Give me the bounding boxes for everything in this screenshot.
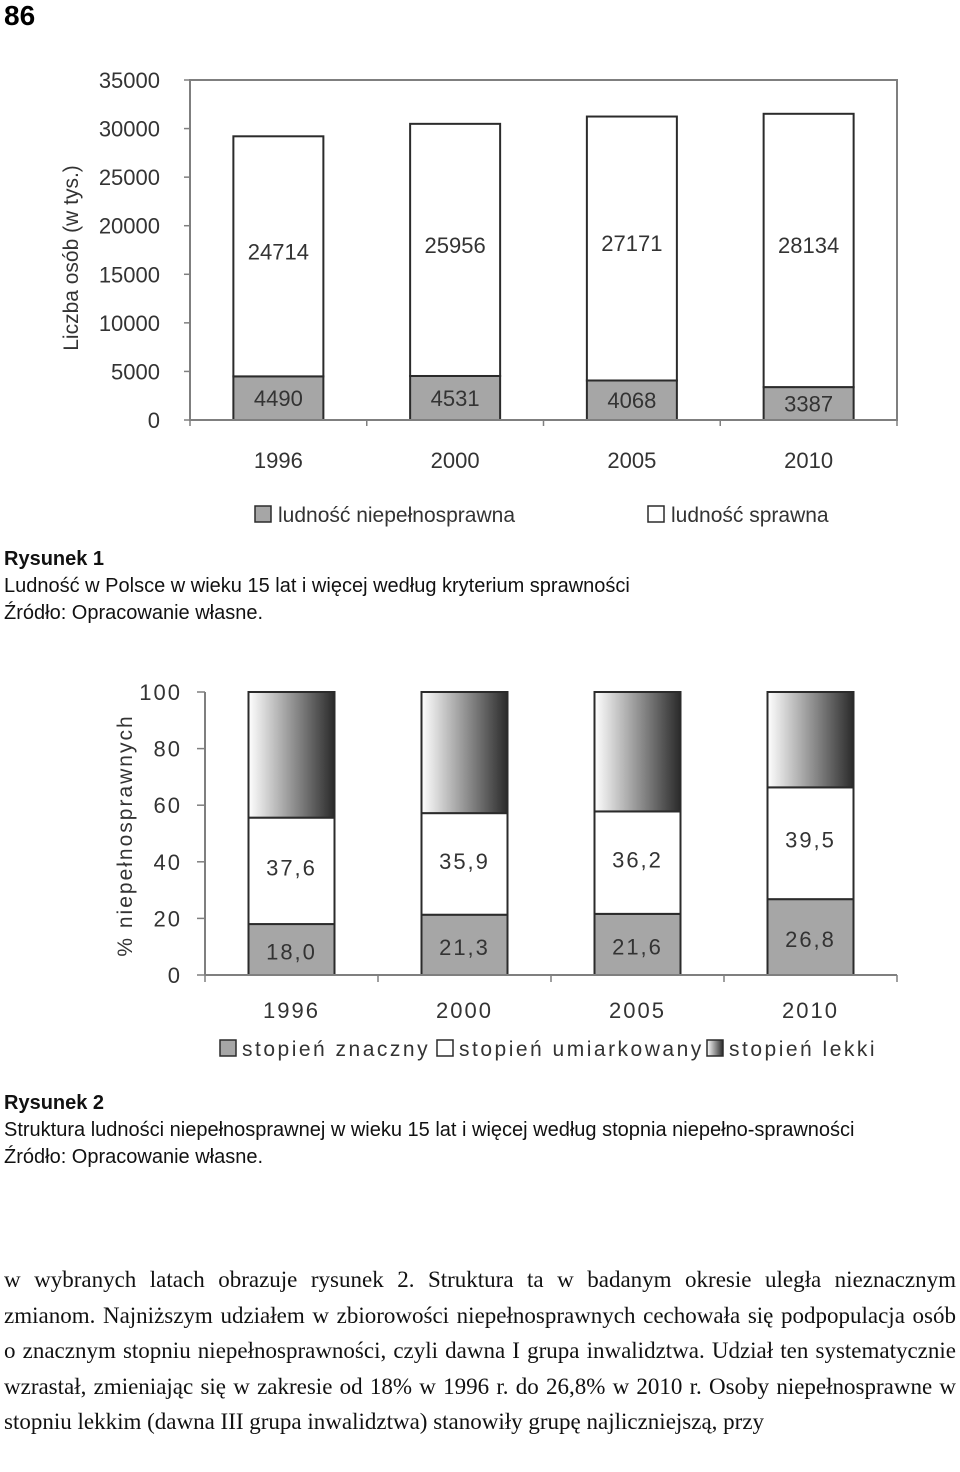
y-tick-label: 60 <box>153 793 182 819</box>
legend-label: stopień znaczny <box>242 1038 431 1061</box>
y-tick-label: 35000 <box>98 68 160 93</box>
chart-ludnosc-sprawnosc <box>0 60 960 530</box>
data-label: 24714 <box>247 239 309 265</box>
legend-swatch <box>437 1040 453 1056</box>
body-paragraph: w wybranych latach obrazuje rysunek 2. Struktura ta w badanym okresie uległa nieznacznym zmianom. Najniższym udziałem w zbiorowości niepełnosprawnych cechowała się podpopulacja osób o znacznym stopniu niepełnosprawności, czyli dawna I grupa inwalidztwa. Udział ten systematycznie wzrastał, zmieniając się w zakresie od 18% w 1996 r. do 26,8% w 2010 r. Osoby niepełnosprawne w stopniu lekkim (dawna III grupa inwalidztwa) stanowiły grupę najliczniejszą, przy <box>4 1267 956 1434</box>
legend-swatch <box>255 506 271 522</box>
data-label: 39,5 <box>785 827 836 853</box>
legend-swatch <box>648 506 664 522</box>
data-label: 27171 <box>601 231 663 257</box>
bar-segment <box>422 692 508 813</box>
legend-swatch <box>220 1040 236 1056</box>
y-tick-label: 100 <box>139 680 182 705</box>
data-label: 37,6 <box>266 855 317 881</box>
y-tick-label: 25000 <box>98 165 160 191</box>
x-tick-label: 2005 <box>609 998 666 1023</box>
y-tick-label: 30000 <box>98 116 160 142</box>
y-tick-label: 40 <box>153 849 182 875</box>
y-tick-label: 0 <box>147 408 160 433</box>
x-tick-label: 2000 <box>430 448 480 473</box>
bar-segment <box>595 692 681 811</box>
x-tick-label: 2005 <box>607 448 657 473</box>
y-tick-label: 20 <box>153 906 182 932</box>
figure1-caption-text: Ludność w Polsce w wieku 15 lat i więcej według kryterium sprawności <box>4 575 630 597</box>
figure1-caption <box>4 546 954 627</box>
legend-swatch <box>707 1040 723 1056</box>
y-tick-label: 20000 <box>98 213 160 239</box>
data-label: 28134 <box>778 232 840 258</box>
figure2-caption-text: Struktura ludności niepełnosprawnej w wieku 15 lat i więcej według stopnia niepełno-sprawności <box>4 1119 855 1141</box>
data-label: 25956 <box>424 232 486 258</box>
y-axis-label: % niepełnosprawnych <box>114 714 137 957</box>
figure2-caption-source: Źródło: Opracowanie własne. <box>4 1146 264 1168</box>
y-tick-label: 10000 <box>98 310 160 336</box>
y-tick-label: 0 <box>167 963 182 988</box>
x-tick-label: 1996 <box>253 448 303 473</box>
chart-struktura-niepelnosprawnosci <box>0 670 960 1070</box>
legend-label: stopień umiarkowany <box>459 1038 704 1061</box>
data-label: 4531 <box>430 385 480 411</box>
y-tick-label: 15000 <box>98 262 160 288</box>
x-tick-label: 2010 <box>782 998 839 1023</box>
figure2-caption <box>4 1090 954 1171</box>
data-label: 21,6 <box>612 934 663 960</box>
x-tick-label: 2000 <box>436 998 493 1023</box>
figure1-caption-source: Źródło: Opracowanie własne. <box>4 602 264 624</box>
data-label: 35,9 <box>439 848 490 874</box>
page-number: 86 <box>4 0 36 31</box>
body-text <box>4 1262 956 1440</box>
data-label: 3387 <box>784 391 834 417</box>
data-label: 36,2 <box>612 847 663 873</box>
legend-label: ludność sprawna <box>671 504 829 527</box>
data-label: 4068 <box>607 388 657 414</box>
data-label: 4490 <box>253 386 303 412</box>
bar-segment <box>249 692 335 818</box>
data-label: 18,0 <box>266 939 317 965</box>
data-label: 26,8 <box>785 927 836 953</box>
data-label: 21,3 <box>439 934 490 960</box>
figure1-caption-title: Rysunek 1 <box>4 548 105 570</box>
x-tick-label: 1996 <box>263 998 320 1023</box>
y-axis-label: Liczba osób (w tys.) <box>60 165 83 351</box>
x-tick-label: 2010 <box>784 448 834 473</box>
figure2-caption-title: Rysunek 2 <box>4 1092 105 1114</box>
legend-label: ludność niepełnosprawna <box>278 504 515 527</box>
y-tick-label: 5000 <box>111 359 160 385</box>
legend-label: stopień lekki <box>729 1038 878 1061</box>
y-tick-label: 80 <box>153 736 182 762</box>
bar-segment <box>768 692 854 787</box>
